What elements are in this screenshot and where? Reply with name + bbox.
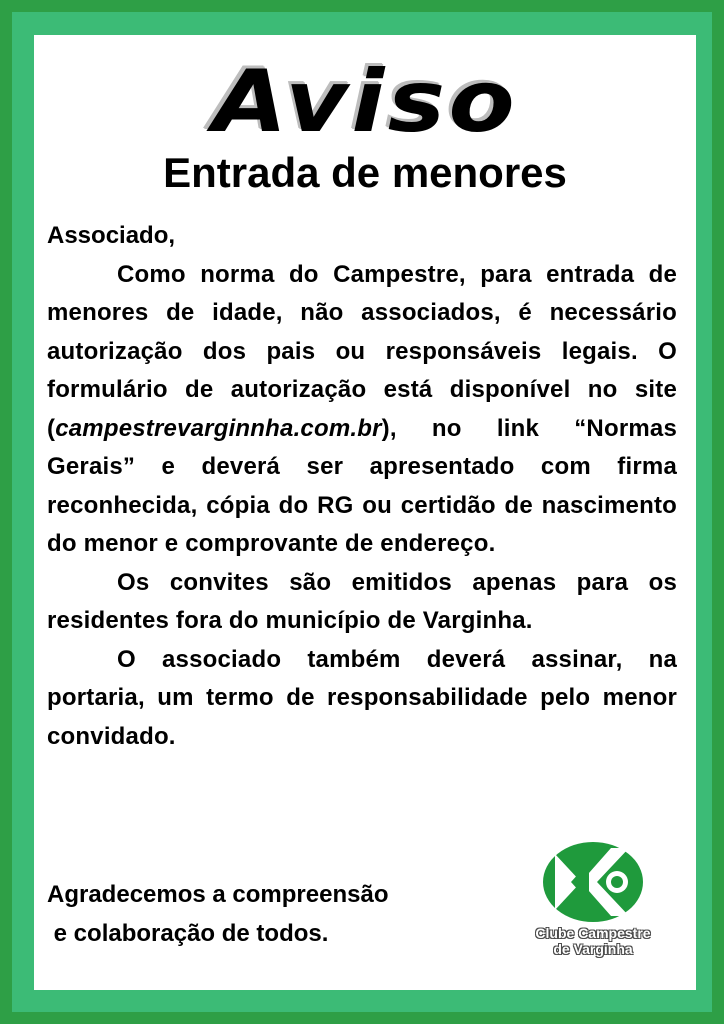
paragraph-invitations: Os convites são emitidos apenas para os residentes fora do município de Varginha. [47, 568, 677, 634]
notice-subtitle: Entrada de menores [163, 149, 567, 196]
paragraph-responsibility: O associado também deverá assinar, na portaria, um termo de responsabilidade pelo menor convidado. [47, 645, 677, 750]
paragraph-authorization-end: ), no link “Normas Gerais” e deverá ser apresentado com firma reconhecida, cópia do RG ou certidão de nascimento do menor e comprovante de endereço. [47, 414, 677, 557]
club-emblem-icon [541, 840, 645, 924]
notice-body [47, 217, 677, 756]
club-name-line-2: de Varginha [553, 941, 633, 957]
closing-line-1: Agradecemos a compreensão [47, 881, 389, 908]
club-logo [518, 840, 668, 970]
notice-sheet [34, 35, 696, 990]
club-name [518, 925, 668, 957]
closing-message [47, 875, 467, 953]
title-container [34, 52, 696, 152]
club-name-line-1: Clube Campestre [535, 925, 651, 941]
closing-line-2: e colaboração de todos. [47, 920, 329, 947]
greeting: Associado, [47, 222, 176, 249]
site-link[interactable]: campestrevarginnha.com.br [55, 414, 382, 442]
notice-title: Aviso [212, 52, 518, 152]
paragraph-authorization [47, 256, 677, 564]
paragraph-authorization-start: Como norma do Campestre, para entrada de menores de idade, não associados, é necessário autorização dos pais ou responsáveis legais. O formulário de autorização está disponível no site ( [47, 260, 677, 442]
